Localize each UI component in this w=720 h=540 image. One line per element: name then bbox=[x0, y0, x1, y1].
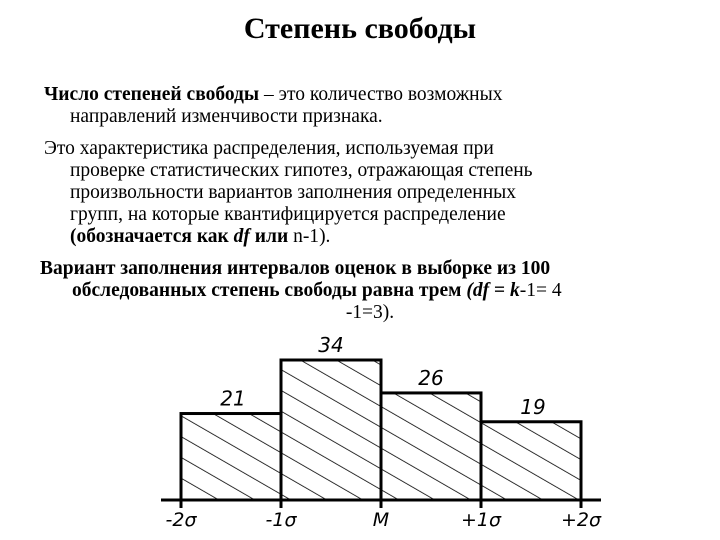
histogram-bar bbox=[181, 414, 281, 500]
bar-value-label: 26 bbox=[418, 365, 444, 390]
slide-title: Степень свободы bbox=[243, 12, 477, 45]
histogram-bar bbox=[481, 422, 581, 500]
formula-paren: ( bbox=[466, 280, 473, 301]
term-degrees-of-freedom: Число степеней свободы bbox=[44, 84, 260, 105]
notation-n1: n-1 bbox=[293, 226, 320, 247]
example-line-1: Вариант заполнения интервалов оценок в выборке из 100 bbox=[40, 258, 551, 279]
notation-close: ). bbox=[319, 226, 331, 247]
example-text: обследованных степень свободы равна трем bbox=[72, 280, 467, 301]
definition-line-2: направлений изменчивости признака. bbox=[70, 106, 383, 127]
formula-k: k bbox=[509, 280, 520, 301]
characteristic-line-4: групп, на которые квантифицируется распределение bbox=[70, 204, 506, 225]
definition-text: – это количество возможных bbox=[259, 84, 503, 105]
characteristic-line-1: Это характеристика распределения, используемая при bbox=[44, 138, 494, 159]
formula-df: df bbox=[472, 280, 490, 301]
notation-or: или bbox=[249, 226, 294, 247]
bar-value-label: 21 bbox=[220, 386, 246, 411]
x-tick-label: +1σ bbox=[460, 509, 502, 531]
bar-value-label: 19 bbox=[520, 394, 546, 419]
characteristic-line-2: проверке статистических гипотез, отражающая степень bbox=[70, 160, 533, 181]
histogram-bar bbox=[281, 360, 381, 500]
x-tick-label: M bbox=[372, 509, 390, 531]
notation-open: (обозначается как bbox=[70, 226, 234, 247]
x-tick-label: -2σ bbox=[165, 509, 197, 531]
x-tick-label: +2σ bbox=[560, 509, 602, 531]
x-axis-tick-labels bbox=[166, 509, 602, 531]
x-tick-label: -1σ bbox=[265, 509, 297, 531]
formula-rest: -1= 4 bbox=[519, 280, 562, 301]
formula-eq: = bbox=[489, 280, 510, 301]
example-line-3: -1=3). bbox=[345, 302, 395, 323]
notation-df: df bbox=[233, 226, 250, 247]
histogram-bar bbox=[381, 393, 481, 500]
characteristic-line-3: произвольности вариантов заполнения определенных bbox=[70, 182, 516, 203]
histogram-bars bbox=[181, 360, 581, 500]
bar-value-label: 34 bbox=[318, 333, 344, 357]
